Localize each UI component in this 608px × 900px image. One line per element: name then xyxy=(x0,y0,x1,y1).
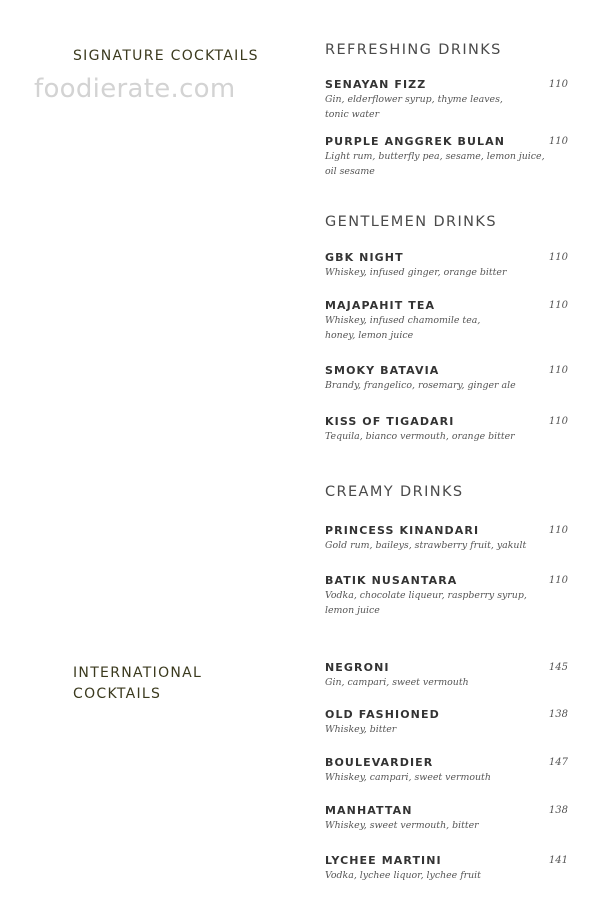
section-label-line-1: INTERNATIONAL xyxy=(73,665,203,681)
item-price: 110 xyxy=(548,252,568,263)
item-description xyxy=(325,430,568,445)
menu-item-kiss-of-tigadari xyxy=(325,415,568,445)
item-description-line: Vodka, lychee liquor, lychee fruit xyxy=(325,870,481,881)
item-description-line: lemon juice xyxy=(325,604,380,616)
item-description xyxy=(325,379,568,394)
item-name: NEGRONI xyxy=(325,661,390,674)
item-description-line: Whiskey, infused ginger, orange bitter xyxy=(325,267,507,278)
section-label: SIGNATURE COCKTAILS xyxy=(73,48,259,64)
menu-item-princess-kinandari xyxy=(325,524,568,554)
item-description xyxy=(325,676,568,691)
category-creamy-drinks: CREAMY DRINKS xyxy=(325,484,464,500)
item-description xyxy=(325,771,568,786)
menu-item-boulevardier xyxy=(325,756,568,786)
watermark: foodierate.com xyxy=(34,74,236,104)
item-price: 145 xyxy=(548,662,568,673)
section-international-cocktails xyxy=(73,663,202,705)
item-name: MAJAPAHIT TEA xyxy=(325,299,436,312)
item-description-line: Light rum, butterfly pea, sesame, lemon juice, xyxy=(325,151,545,162)
item-name: SENAYAN FIZZ xyxy=(325,78,427,91)
item-description-line: tonic water xyxy=(325,108,380,120)
item-description-line: honey, lemon juice xyxy=(325,329,414,341)
menu-item-senayan-fizz xyxy=(325,78,568,122)
item-description-line: Whiskey, infused chamomile tea, xyxy=(325,315,481,326)
section-signature-cocktails xyxy=(73,46,259,67)
menu-item-batik-nusantara xyxy=(325,574,568,618)
section-label-line-2: COCKTAILS xyxy=(73,686,162,702)
item-description-line: Whiskey, bitter xyxy=(325,724,397,735)
menu-item-purple-anggrek-bulan xyxy=(325,135,568,179)
item-description xyxy=(325,869,568,884)
item-price: 110 xyxy=(548,300,568,311)
item-name: OLD FASHIONED xyxy=(325,708,440,721)
item-price: 110 xyxy=(548,416,568,427)
menu-item-gbk-night xyxy=(325,251,568,281)
item-description-line: Gold rum, baileys, strawberry fruit, yakult xyxy=(325,540,527,551)
item-name: KISS OF TIGADARI xyxy=(325,415,455,428)
item-description-line: Gin, elderflower syrup, thyme leaves, xyxy=(325,94,503,105)
item-name: MANHATTAN xyxy=(325,804,413,817)
menu-item-lychee-martini xyxy=(325,854,568,884)
item-price: 138 xyxy=(548,709,568,720)
menu-item-old-fashioned xyxy=(325,708,568,738)
menu-item-majapahit-tea xyxy=(325,299,568,343)
item-description xyxy=(325,150,568,179)
item-name: PRINCESS KINANDARI xyxy=(325,524,480,537)
item-description xyxy=(325,723,568,738)
item-description-line: Whiskey, sweet vermouth, bitter xyxy=(325,820,479,831)
item-description xyxy=(325,314,568,343)
item-price: 141 xyxy=(548,855,568,866)
item-description xyxy=(325,539,568,554)
item-price: 110 xyxy=(548,79,568,90)
item-description-line: oil sesame xyxy=(325,165,375,177)
item-description-line: Whiskey, campari, sweet vermouth xyxy=(325,772,491,783)
item-description xyxy=(325,589,568,618)
item-name: PURPLE ANGGREK BULAN xyxy=(325,135,506,148)
menu-item-smoky-batavia xyxy=(325,364,568,394)
item-description xyxy=(325,93,568,122)
item-description-line: Tequila, bianco vermouth, orange bitter xyxy=(325,431,515,442)
menu-item-manhattan xyxy=(325,804,568,834)
item-name: BATIK NUSANTARA xyxy=(325,574,458,587)
item-description xyxy=(325,819,568,834)
item-price: 147 xyxy=(548,757,568,768)
item-price: 110 xyxy=(548,365,568,376)
item-description-line: Vodka, chocolate liqueur, raspberry syrup, xyxy=(325,590,527,601)
item-description xyxy=(325,266,568,281)
item-description-line: Gin, campari, sweet vermouth xyxy=(325,677,469,688)
menu-item-negroni xyxy=(325,661,568,691)
item-description-line: Brandy, frangelico, rosemary, ginger ale xyxy=(325,380,516,391)
item-price: 110 xyxy=(548,136,568,147)
item-price: 138 xyxy=(548,805,568,816)
item-price: 110 xyxy=(548,575,568,586)
category-gentlemen-drinks: GENTLEMEN DRINKS xyxy=(325,214,497,230)
item-name: LYCHEE MARTINI xyxy=(325,854,442,867)
item-name: GBK NIGHT xyxy=(325,251,404,264)
item-price: 110 xyxy=(548,525,568,536)
item-name: BOULEVARDIER xyxy=(325,756,434,769)
item-name: SMOKY BATAVIA xyxy=(325,364,440,377)
category-refreshing-drinks: REFRESHING DRINKS xyxy=(325,42,502,58)
